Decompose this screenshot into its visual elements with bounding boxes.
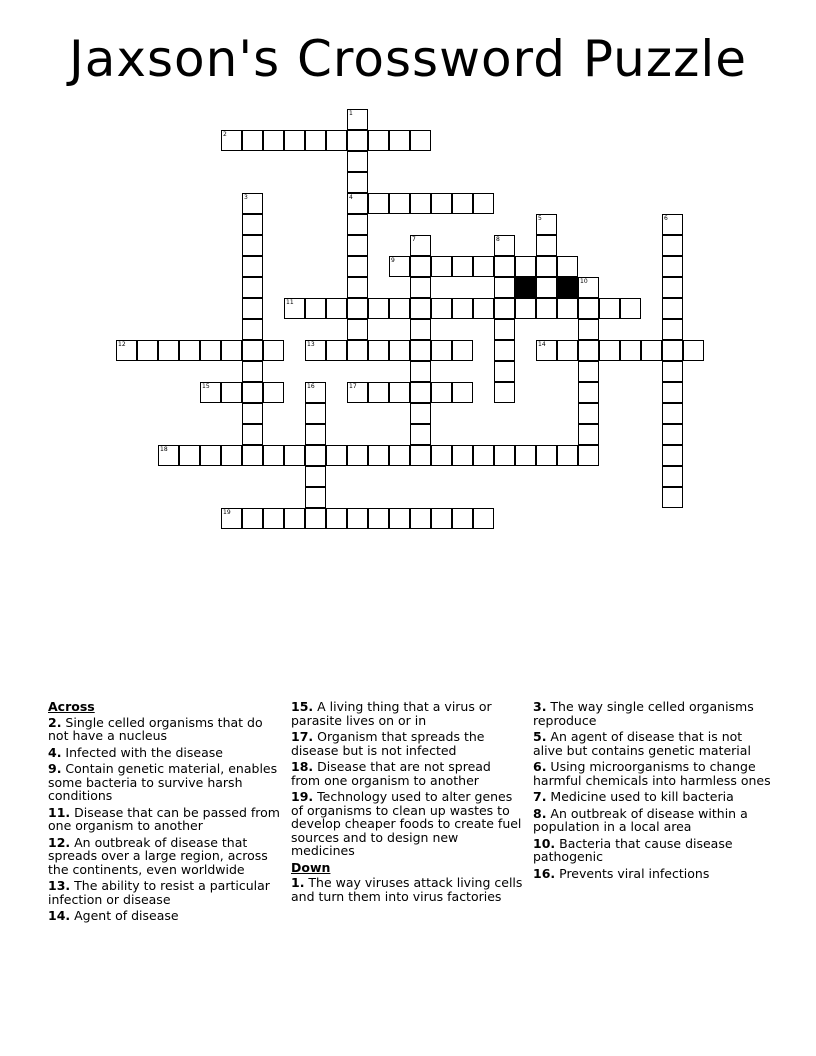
grid-cell[interactable] [662, 340, 683, 361]
grid-cell[interactable] [410, 424, 431, 445]
grid-cell[interactable] [683, 340, 704, 361]
grid-cell[interactable] [284, 298, 305, 319]
clue-column-3 [533, 700, 773, 883]
clue-text: The way viruses attack living cells and turn them into virus factories [291, 875, 523, 904]
grid-cell[interactable] [473, 508, 494, 529]
grid-cell[interactable] [305, 298, 326, 319]
clue-number: 1. [291, 875, 305, 890]
grid-cell[interactable] [326, 130, 347, 151]
grid-cell[interactable] [368, 340, 389, 361]
clue-number-label: 1 [349, 110, 353, 117]
grid-cell[interactable] [326, 298, 347, 319]
grid-cell[interactable] [284, 445, 305, 466]
grid-cell[interactable] [494, 319, 515, 340]
grid-cell[interactable] [410, 445, 431, 466]
grid-cell[interactable] [410, 298, 431, 319]
grid-cell[interactable] [368, 508, 389, 529]
clue-text: Infected with the disease [61, 744, 223, 760]
grid-cell[interactable] [347, 109, 368, 130]
grid-cell[interactable] [242, 403, 263, 424]
grid-cell[interactable] [662, 424, 683, 445]
grid-cell[interactable] [557, 340, 578, 361]
clue-item [533, 760, 773, 787]
grid-cell[interactable] [242, 277, 263, 298]
clue-item [48, 806, 280, 833]
grid-cell[interactable] [242, 445, 263, 466]
clue-item [291, 730, 523, 757]
grid-cell[interactable] [221, 382, 242, 403]
grid-cell[interactable] [494, 256, 515, 277]
grid-cell[interactable] [263, 508, 284, 529]
grid-cell[interactable] [137, 340, 158, 361]
clue-number: 6. [533, 759, 547, 774]
clue-text: Disease that can be passed from one organism to another [48, 804, 280, 833]
grid-cell[interactable] [410, 508, 431, 529]
grid-cell[interactable] [620, 340, 641, 361]
clue-item [533, 837, 773, 864]
grid-cell[interactable] [431, 508, 452, 529]
grid-cell[interactable] [473, 445, 494, 466]
grid-cell[interactable] [452, 382, 473, 403]
grid-cell[interactable] [221, 130, 242, 151]
clue-text: A living thing that a virus or parasite lives on or in [291, 699, 492, 728]
grid-cell[interactable] [494, 361, 515, 382]
clue-number-label: 17 [349, 383, 357, 390]
grid-cell[interactable] [578, 382, 599, 403]
clue-text: Contain genetic material, enables some bacteria to survive harsh conditions [48, 761, 278, 803]
clue-number-label: 8 [496, 236, 500, 243]
grid-cell[interactable] [410, 319, 431, 340]
grid-cell[interactable] [410, 403, 431, 424]
grid-cell[interactable] [389, 298, 410, 319]
clue-item [48, 836, 280, 877]
clue-number: 10. [533, 835, 556, 851]
grid-cell[interactable] [473, 256, 494, 277]
clue-number-label: 11 [286, 299, 294, 306]
clue-number: 13. [48, 878, 71, 893]
clue-number: 5. [533, 729, 547, 744]
grid-cell[interactable] [263, 445, 284, 466]
grid-cell[interactable] [368, 445, 389, 466]
grid-cell[interactable] [389, 193, 410, 214]
clue-text: Agent of disease [70, 908, 179, 923]
grid-cell[interactable] [389, 445, 410, 466]
clue-number-label: 2 [223, 131, 227, 138]
clue-item [533, 700, 773, 727]
grid-cell[interactable] [347, 445, 368, 466]
grid-cell[interactable] [410, 382, 431, 403]
grid-cell[interactable] [305, 403, 326, 424]
clue-number: 17. [291, 729, 314, 744]
grid-cell[interactable] [452, 508, 473, 529]
grid-cell[interactable] [410, 193, 431, 214]
grid-cell[interactable] [557, 298, 578, 319]
clue-text: Organism that spreads the disease but is not infected [291, 729, 485, 758]
clue-text: Technology used to alter genes of organisms to clean up wastes to develop cheaper foods to create fuel sources and to design new medicines [291, 789, 522, 858]
clue-text: Medicine used to kill bacteria [546, 789, 734, 804]
grid-cell[interactable] [410, 340, 431, 361]
grid-cell[interactable] [242, 319, 263, 340]
grid-cell[interactable] [494, 235, 515, 256]
clue-column-2 [291, 700, 523, 906]
grid-cell[interactable] [347, 214, 368, 235]
grid-cell[interactable] [578, 298, 599, 319]
clue-item [533, 807, 773, 834]
clue-text: Bacteria that cause disease pathogenic [533, 835, 733, 864]
grid-cell[interactable] [200, 382, 221, 403]
grid-cell[interactable] [389, 382, 410, 403]
puzzle-title: Jaxson's Crossword Puzzle [69, 30, 747, 88]
grid-cell[interactable] [389, 256, 410, 277]
grid-cell[interactable] [494, 298, 515, 319]
grid-cell[interactable] [158, 340, 179, 361]
clue-number: 11. [48, 804, 71, 820]
clue-text: An agent of disease that is not alive but contains genetic material [533, 729, 751, 758]
grid-cell[interactable] [431, 340, 452, 361]
clue-item [48, 716, 280, 743]
clue-number-label: 13 [307, 341, 315, 348]
grid-cell[interactable] [305, 382, 326, 403]
grid-cell[interactable] [599, 340, 620, 361]
clue-item [48, 879, 280, 906]
clue-number-label: 19 [223, 509, 231, 516]
grid-cell[interactable] [452, 340, 473, 361]
grid-cell[interactable] [368, 298, 389, 319]
grid-cell[interactable] [347, 277, 368, 298]
grid-cell[interactable] [284, 508, 305, 529]
grid-cell[interactable] [326, 340, 347, 361]
grid-cell[interactable] [494, 277, 515, 298]
grid-cell[interactable] [536, 235, 557, 256]
clue-number-label: 4 [349, 194, 353, 201]
grid-cell[interactable] [515, 256, 536, 277]
clue-item [291, 700, 523, 727]
clue-number-label: 14 [538, 341, 546, 348]
clue-number: 19. [291, 789, 314, 804]
grid-cell[interactable] [242, 361, 263, 382]
grid-cell[interactable] [473, 193, 494, 214]
grid-cell[interactable] [200, 445, 221, 466]
grid-cell[interactable] [263, 340, 284, 361]
clue-text: Single celled organisms that do not have a nucleus [48, 714, 263, 743]
grid-cell[interactable] [347, 151, 368, 172]
grid-cell[interactable] [578, 340, 599, 361]
grid-cell[interactable] [431, 193, 452, 214]
grid-cell[interactable] [578, 403, 599, 424]
grid-cell[interactable] [305, 340, 326, 361]
grid-cell[interactable] [662, 382, 683, 403]
clue-number-label: 7 [412, 236, 416, 243]
grid-cell[interactable] [536, 298, 557, 319]
clue-text: An outbreak of disease that spreads over a large region, across the continents, even worldwide [48, 834, 268, 877]
clue-text: An outbreak of disease within a population in a local area [533, 805, 748, 834]
clue-number: 4. [48, 744, 62, 760]
grid-cell[interactable] [368, 193, 389, 214]
grid-cell[interactable] [431, 382, 452, 403]
grid-cell[interactable] [263, 382, 284, 403]
grid-cell[interactable] [536, 256, 557, 277]
grid-cell[interactable] [305, 508, 326, 529]
grid-cell[interactable] [221, 508, 242, 529]
grid-cell[interactable] [305, 424, 326, 445]
grid-cell[interactable] [242, 298, 263, 319]
grid-cell[interactable] [242, 214, 263, 235]
grid-cell[interactable] [452, 256, 473, 277]
grid-cell[interactable] [158, 445, 179, 466]
grid-cell[interactable] [620, 298, 641, 319]
grid-cell[interactable] [662, 403, 683, 424]
grid-cell[interactable] [431, 445, 452, 466]
grid-cell[interactable] [179, 340, 200, 361]
grid-cell[interactable] [221, 445, 242, 466]
clue-number: 3. [533, 699, 547, 714]
grid-cell[interactable] [242, 235, 263, 256]
grid-cell[interactable] [410, 361, 431, 382]
grid-cell[interactable] [347, 298, 368, 319]
clue-number: 12. [48, 834, 71, 850]
grid-cell[interactable] [347, 130, 368, 151]
grid-cell[interactable] [389, 508, 410, 529]
grid-cell[interactable] [116, 340, 137, 361]
clue-item [291, 760, 523, 787]
grid-cell[interactable] [410, 256, 431, 277]
grid-cell[interactable] [347, 508, 368, 529]
clue-item [48, 909, 280, 923]
grid-cell[interactable] [578, 361, 599, 382]
clue-item [533, 867, 773, 881]
clue-number-label: 10 [580, 278, 588, 285]
down-heading: Down [291, 859, 331, 875]
grid-cell[interactable] [284, 130, 305, 151]
grid-cell[interactable] [473, 298, 494, 319]
grid-block-cell [557, 277, 578, 298]
grid-cell[interactable] [242, 256, 263, 277]
grid-cell[interactable] [431, 256, 452, 277]
grid-cell[interactable] [662, 487, 683, 508]
clue-text: Using microorganisms to change harmful chemicals into harmless ones [533, 759, 771, 788]
grid-cell[interactable] [494, 340, 515, 361]
clue-number-label: 6 [664, 215, 668, 222]
grid-cell[interactable] [662, 235, 683, 256]
clue-text: Prevents viral infections [555, 865, 710, 881]
grid-cell[interactable] [662, 466, 683, 487]
clue-number: 14. [48, 908, 71, 923]
grid-cell[interactable] [179, 445, 200, 466]
grid-cell[interactable] [641, 340, 662, 361]
clue-item [533, 730, 773, 757]
grid-cell[interactable] [431, 298, 452, 319]
clue-number-label: 12 [118, 341, 126, 348]
clue-number-label: 5 [538, 215, 542, 222]
grid-cell[interactable] [578, 319, 599, 340]
clue-number-label: 9 [391, 257, 395, 264]
clue-text: The way single celled organisms reproduce [533, 699, 754, 728]
grid-cell[interactable] [242, 508, 263, 529]
grid-cell[interactable] [305, 466, 326, 487]
grid-cell[interactable] [662, 214, 683, 235]
grid-cell[interactable] [347, 319, 368, 340]
grid-cell[interactable] [242, 424, 263, 445]
grid-cell[interactable] [515, 298, 536, 319]
grid-cell[interactable] [662, 445, 683, 466]
grid-cell[interactable] [221, 340, 242, 361]
grid-cell[interactable] [662, 256, 683, 277]
clue-item [291, 790, 523, 858]
clue-number: 16. [533, 865, 556, 881]
clue-item [291, 876, 523, 903]
across-heading: Across [48, 699, 95, 714]
clue-column-1 [48, 700, 280, 926]
grid-cell[interactable] [389, 130, 410, 151]
grid-cell[interactable] [515, 445, 536, 466]
grid-cell[interactable] [347, 235, 368, 256]
grid-cell[interactable] [452, 445, 473, 466]
grid-cell[interactable] [452, 298, 473, 319]
clue-text: Disease that are not spread from one organism to another [291, 759, 491, 788]
grid-cell[interactable] [536, 340, 557, 361]
grid-cell[interactable] [242, 340, 263, 361]
clue-item [48, 746, 280, 760]
grid-cell[interactable] [662, 277, 683, 298]
clue-number: 7. [533, 789, 547, 804]
grid-cell[interactable] [242, 193, 263, 214]
grid-cell[interactable] [536, 214, 557, 235]
clue-number: 9. [48, 761, 62, 776]
grid-cell[interactable] [347, 172, 368, 193]
grid-cell[interactable] [410, 235, 431, 256]
grid-cell[interactable] [368, 130, 389, 151]
grid-cell[interactable] [452, 193, 473, 214]
grid-cell[interactable] [368, 382, 389, 403]
clue-number: 15. [291, 699, 314, 714]
grid-cell[interactable] [662, 319, 683, 340]
grid-cell[interactable] [326, 445, 347, 466]
grid-cell[interactable] [347, 193, 368, 214]
grid-cell[interactable] [305, 130, 326, 151]
grid-cell[interactable] [347, 256, 368, 277]
grid-cell[interactable] [305, 487, 326, 508]
clue-item [533, 790, 773, 804]
grid-cell[interactable] [347, 340, 368, 361]
grid-cell[interactable] [557, 256, 578, 277]
clue-text: The ability to resist a particular infection or disease [48, 878, 270, 907]
grid-cell[interactable] [326, 508, 347, 529]
grid-cell[interactable] [410, 130, 431, 151]
clue-number-label: 3 [244, 194, 248, 201]
grid-cell[interactable] [599, 298, 620, 319]
grid-cell[interactable] [347, 382, 368, 403]
clue-number: 8. [533, 805, 547, 821]
grid-cell[interactable] [578, 424, 599, 445]
grid-cell[interactable] [494, 445, 515, 466]
clue-number: 18. [291, 759, 314, 774]
clue-number-label: 16 [307, 383, 315, 390]
grid-block-cell [515, 277, 536, 298]
grid-cell[interactable] [410, 277, 431, 298]
grid-cell[interactable] [494, 382, 515, 403]
clue-number-label: 18 [160, 446, 168, 453]
clue-number: 2. [48, 714, 62, 730]
grid-cell[interactable] [536, 445, 557, 466]
grid-cell[interactable] [536, 277, 557, 298]
grid-cell[interactable] [578, 277, 599, 298]
grid-cell[interactable] [389, 340, 410, 361]
grid-cell[interactable] [263, 130, 284, 151]
grid-cell[interactable] [242, 130, 263, 151]
grid-cell[interactable] [578, 445, 599, 466]
grid-cell[interactable] [557, 445, 578, 466]
grid-cell[interactable] [242, 382, 263, 403]
grid-cell[interactable] [305, 445, 326, 466]
grid-cell[interactable] [200, 340, 221, 361]
clue-number-label: 15 [202, 383, 210, 390]
grid-cell[interactable] [662, 298, 683, 319]
grid-cell[interactable] [662, 361, 683, 382]
clue-item [48, 762, 280, 803]
